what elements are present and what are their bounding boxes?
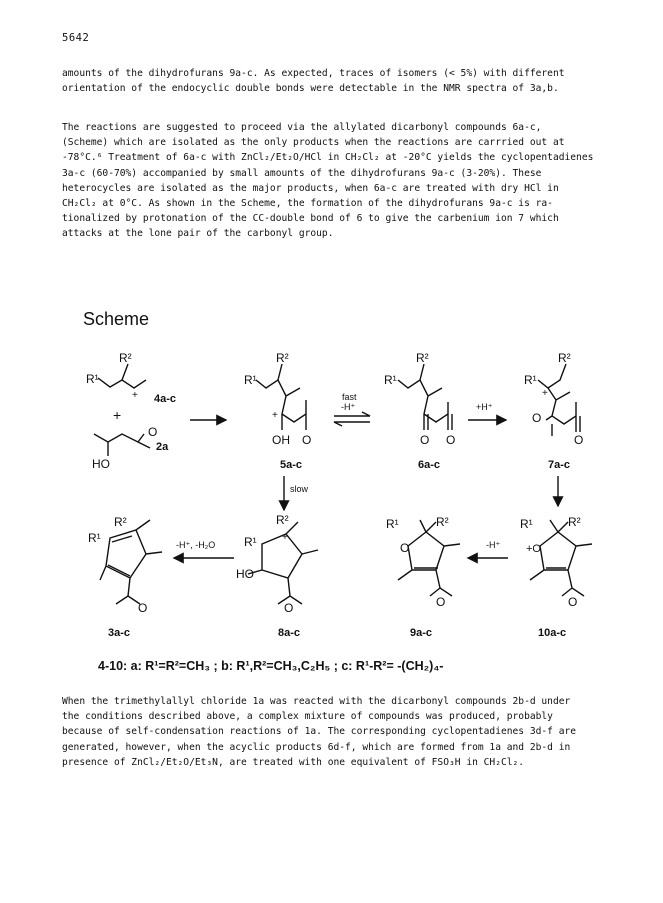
arrow-label-minus-h: -H⁺ <box>486 540 501 550</box>
plus-sign: + <box>113 407 122 423</box>
atom-o: O <box>302 433 312 447</box>
structure-4 <box>86 351 176 405</box>
atom-plus: + <box>542 388 548 399</box>
label-8a-c: 8a-c <box>278 627 301 639</box>
atom-o: O <box>400 541 410 555</box>
paragraph-2: The reactions are suggested to proceed via the allylated dicarbonyl compounds 6a-c, (Scheme) which are isolated as the only products when the reactions are carrried out at -78°C.⁶ Treatment of 6a-c with ZnCl₂/Et₂O/HCl in CH₂Cl₂ at -20°C yields the cyclopentadienes 3a-c (60-70%) accompanied by small amounts of the dihydrofurans 9a-c (3-20%). These heterocycles are isolated as the major products, when 6a-c are treated with dry HCl in CH₂Cl₂ at 0°C. As shown in the Scheme, the formation of the dihydrofurans 9a-c is ra- tionalized by protonation of the CC-double bond of 6 to give the carbenium ion 7 which attacks at the lone pair of the carbonyl group. <box>62 122 594 240</box>
atom-r1: R¹ <box>86 372 99 386</box>
atom-o: O <box>446 433 456 447</box>
structure-3 <box>88 515 162 639</box>
scheme-legend: 4-10: a: R¹=R²=CH₃ ; b: R¹,R²=CH₃,C₂H₅ ; c: R¹-R²= -(CH₂)₄- <box>98 659 444 673</box>
structure-6 <box>384 351 455 471</box>
atom-r2: R² <box>558 351 571 365</box>
structure-9 <box>386 515 460 639</box>
paragraph-3: When the trimethylallyl chloride 1a was reacted with the dicarbonyl compounds 2b-d under the conditions described above, a complex mixture of compounds was produced, probably because of self-condensation reactions of 1a. The corresponding cyclopentadienes 3d-f are generated, however, when the acyclic products 6d-f, which are formed from 1a and 2b-d in presence of ZnCl₂/Et₂O/Et₃N, are treated with one equivalent of FSO₃H in CH₂Cl₂. <box>62 696 577 768</box>
atom-oh: OH <box>272 433 290 447</box>
atom-o: O <box>532 411 542 425</box>
atom-r2: R² <box>276 351 289 365</box>
atom-ho: HO <box>92 457 110 471</box>
atom-plus: + <box>282 532 288 543</box>
atom-plus: + <box>272 410 278 421</box>
label-10a-c: 10a-c <box>538 627 567 639</box>
structure-10 <box>520 515 592 639</box>
atom-r1: R¹ <box>520 517 533 531</box>
atom-r2: R² <box>568 515 581 529</box>
atom-r1: R¹ <box>244 373 257 387</box>
arrow-label-minus-h: -H⁺ <box>341 402 356 412</box>
scheme-title: Scheme <box>83 309 150 329</box>
atom-plus: + <box>132 390 138 401</box>
atom-r1: R¹ <box>524 373 537 387</box>
atom-o: O <box>284 601 294 615</box>
atom-o: O <box>420 433 430 447</box>
structure-2 <box>92 425 169 471</box>
atom-o: O <box>574 433 584 447</box>
atom-r2: R² <box>114 515 127 529</box>
arrow-label-slow: slow <box>290 484 309 494</box>
reaction-scheme <box>0 340 663 680</box>
atom-r1: R¹ <box>244 535 257 549</box>
structure-8 <box>236 513 318 639</box>
atom-r1: R¹ <box>384 373 397 387</box>
label-6a-c: 6a-c <box>418 459 441 471</box>
atom-plus-o: +O <box>526 543 541 555</box>
atom-o: O <box>436 595 446 609</box>
arrow-label-fast: fast <box>342 392 357 402</box>
atom-r1: R¹ <box>386 517 399 531</box>
structure-5 <box>244 351 311 471</box>
arrow-label-plus-h: +H⁺ <box>476 402 493 412</box>
label-2a: 2a <box>156 441 169 453</box>
arrow-label-minus-h-h2o: -H⁺, -H₂O <box>176 540 216 550</box>
page-number: 5642 <box>62 32 90 44</box>
atom-r1: R¹ <box>88 531 101 545</box>
atom-o: O <box>148 425 158 439</box>
label-7a-c: 7a-c <box>548 459 571 471</box>
atom-o: O <box>568 595 578 609</box>
atom-ho: HO <box>236 567 254 581</box>
label-4a-c: 4a-c <box>154 393 177 405</box>
atom-r2: R² <box>436 515 449 529</box>
label-3a-c: 3a-c <box>108 627 131 639</box>
label-9a-c: 9a-c <box>410 627 433 639</box>
atom-o: O <box>138 601 148 615</box>
structure-7 <box>524 351 583 471</box>
atom-r2: R² <box>276 513 289 527</box>
atom-r2: R² <box>416 351 429 365</box>
atom-r2: R² <box>119 351 132 365</box>
paragraph-1: amounts of the dihydrofurans 9a-c. As expected, traces of isomers (< 5%) with different orientation of the endocyclic double bonds were detectable in the NMR spectra of 3a,b. <box>62 68 565 95</box>
label-5a-c: 5a-c <box>280 459 303 471</box>
